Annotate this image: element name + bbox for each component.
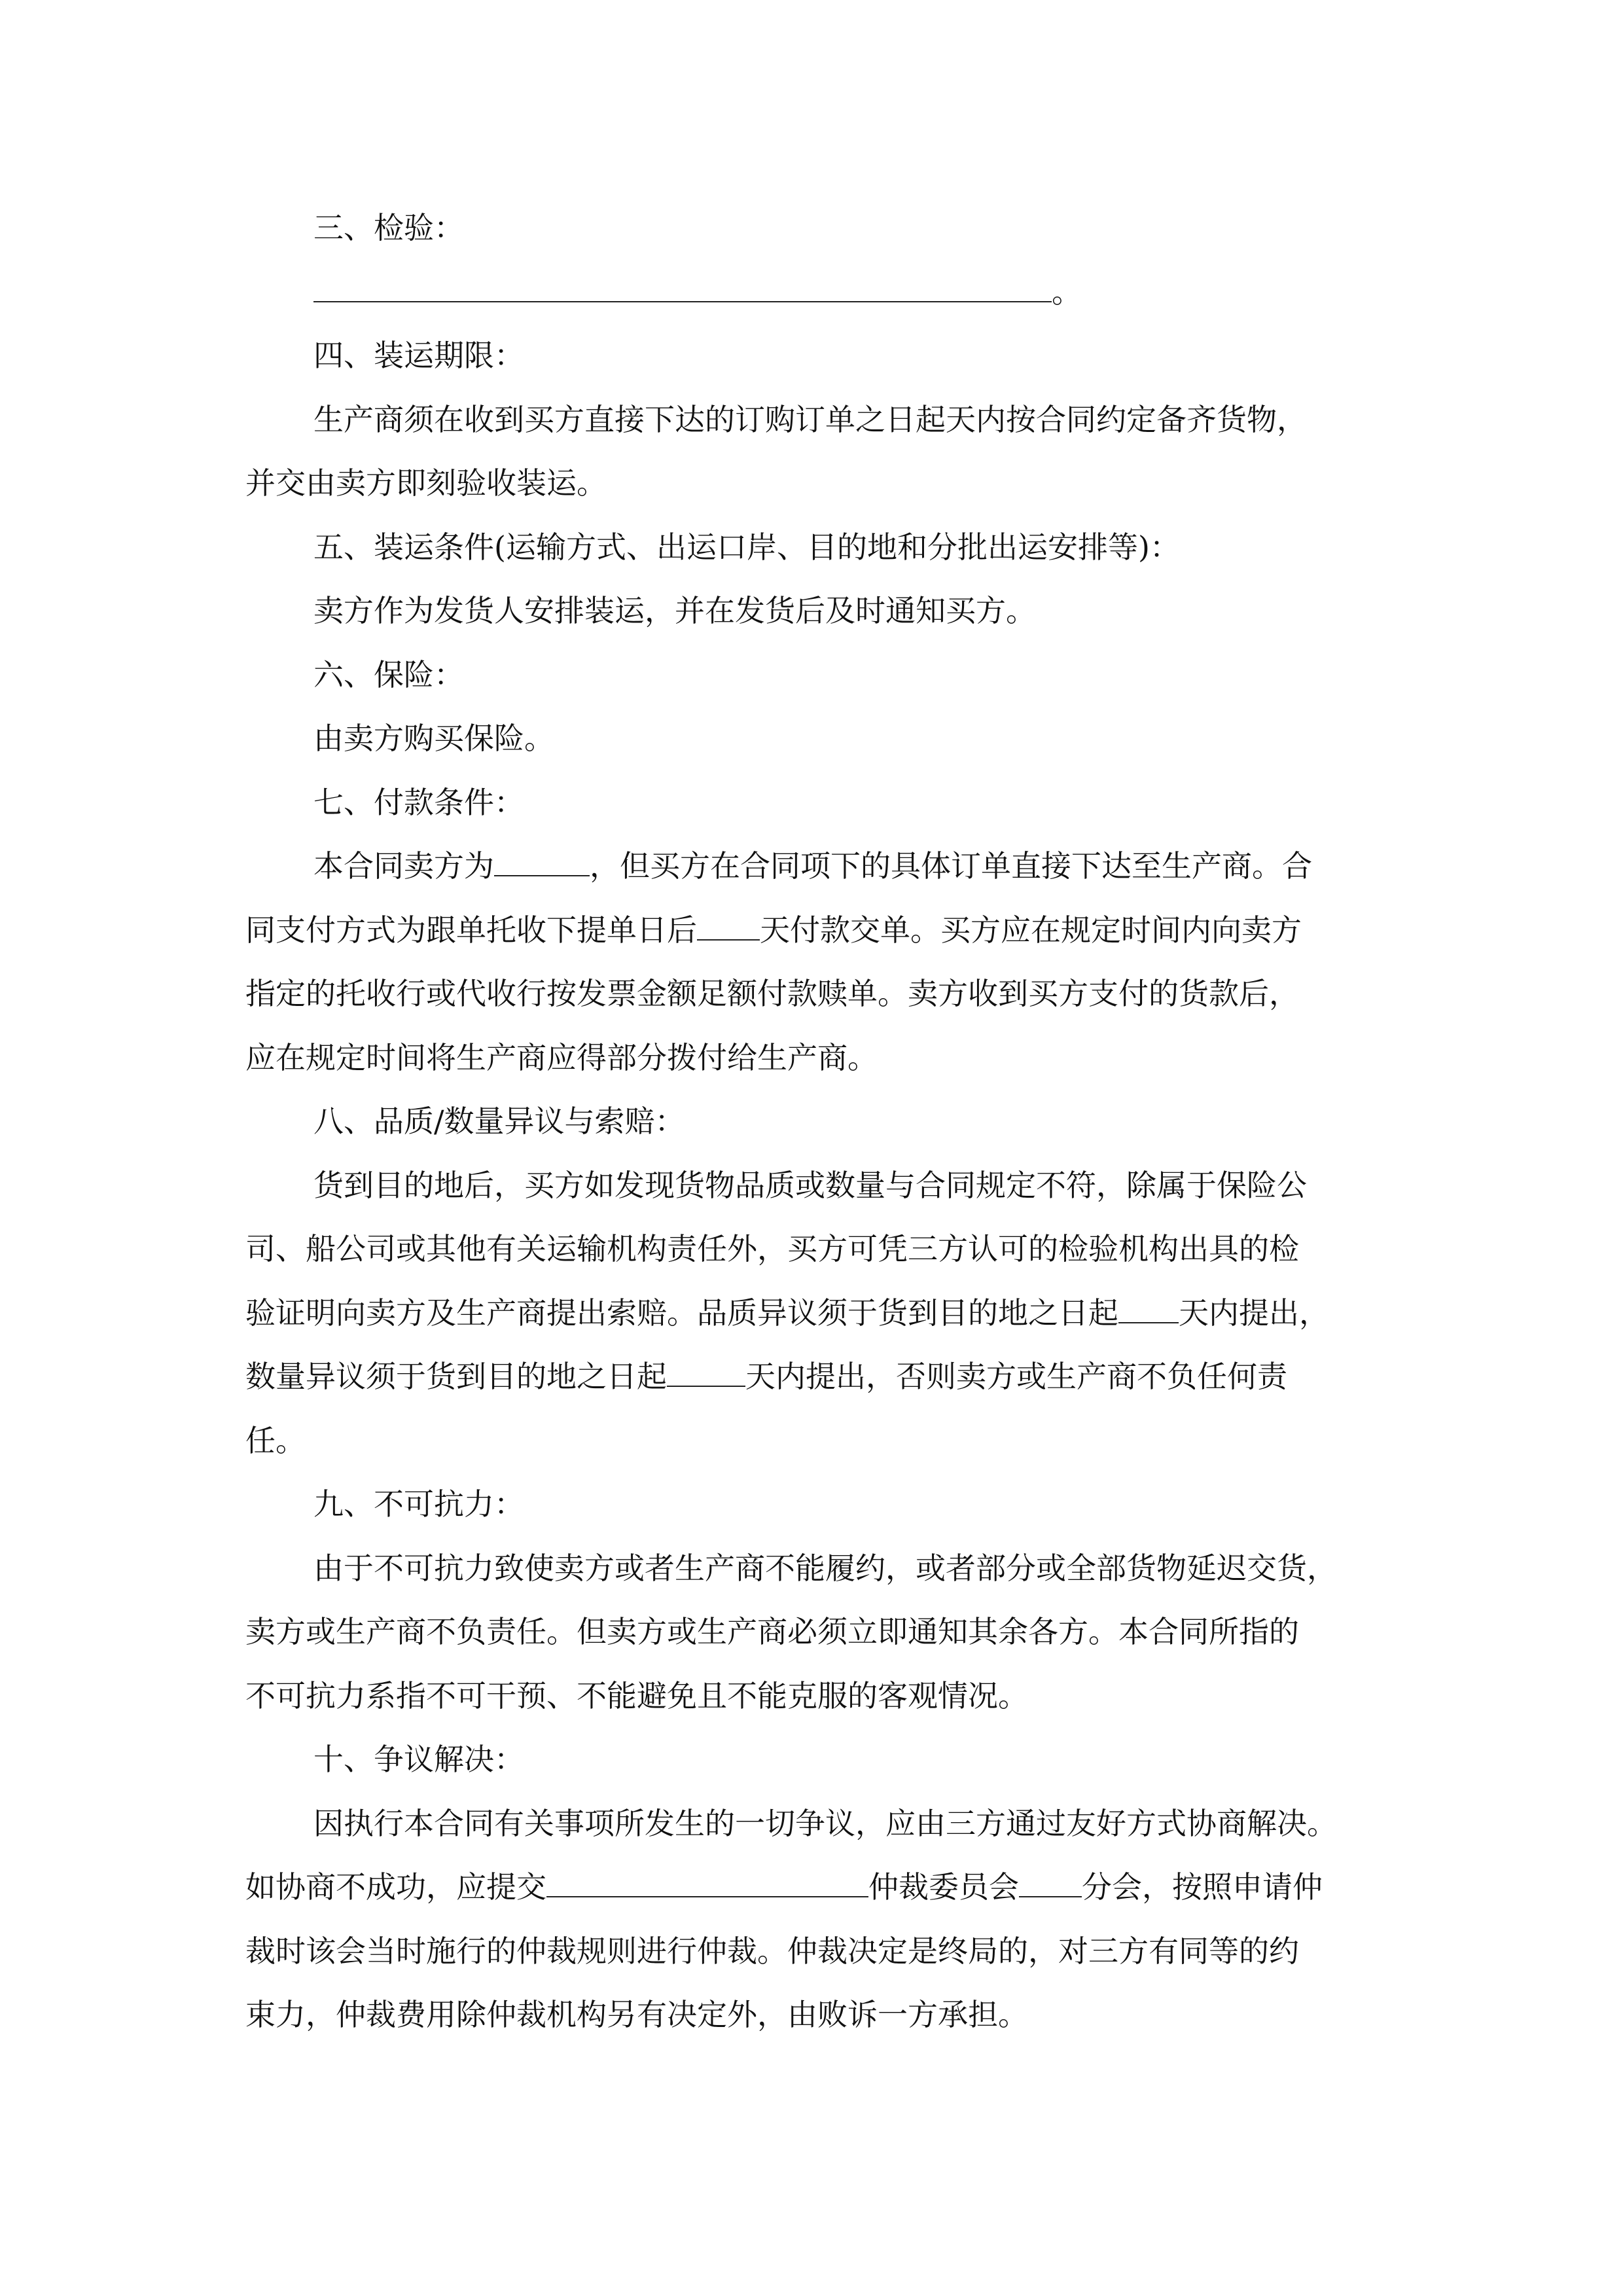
payment-days-blank [697, 906, 760, 941]
section-7-heading: 七、付款条件： [313, 784, 524, 820]
sub-commission-blank [1019, 1863, 1082, 1897]
section-9-text: 不可抗力系指不可干预、不能避免且不能克服的客观情况。 [245, 1677, 1028, 1713]
section-4-text: 生产商须在收到买方直接下达的订购订单之日起天内按合同约定备齐货物， [313, 401, 1307, 437]
section-9-heading: 九、不可抗力： [313, 1486, 524, 1522]
inspection-fill-line: 。 [245, 260, 1381, 325]
section-10-text: 裁时该会当时施行的仲裁规则进行仲裁。仲裁决定是终局的，对三方有同等的约 [245, 1933, 1299, 1969]
quantity-days-blank [667, 1353, 745, 1387]
section-8-text: 数量异议须于货到目的地之日起 天内提出，否则卖方或生产商不负任何责 [245, 1345, 1381, 1409]
section-5-text: 卖方作为发货人安排装运，并在发货后及时通知买方。 [313, 593, 1036, 628]
section-3-heading: 三、检验： [313, 210, 464, 245]
quality-days-blank [1118, 1289, 1179, 1323]
section-9-text: 卖方或生产商不负责任。但卖方或生产商必须立即通知其余各方。本合同所指的 [245, 1614, 1299, 1649]
section-4-text: 并交由卖方即刻验收装运。 [245, 465, 607, 501]
section-8-text: 验证明向卖方及生产商提出索赔。品质异议须于货到目的地之日起 天内提出， [245, 1282, 1381, 1346]
section-4-heading: 四、装运期限： [313, 338, 524, 373]
document-body [245, 196, 1381, 2047]
arbitration-commission-blank [546, 1863, 868, 1897]
section-7-text: 同支付方式为跟单托收下提单日后 天付款交单。买方应在规定时间内向卖方 [245, 899, 1381, 963]
section-10-text: 束力，仲裁费用除仲裁机构另有决定外，由败诉一方承担。 [245, 1997, 1028, 2032]
section-7-text: 本合同卖方为 ，但买方在合同项下的具体订单直接下达至生产商。合 [245, 834, 1381, 899]
section-10-text: 如协商不成功，应提交 仲裁委员会 分会，按照申请仲 [245, 1856, 1381, 1920]
section-10-text: 因执行本合同有关事项所发生的一切争议，应由三方通过友好方式协商解决。 [313, 1805, 1337, 1841]
section-7-text: 应在规定时间将生产商应得部分拨付给生产商。 [245, 1039, 878, 1075]
section-7-text: 指定的托收行或代收行按发票金额足额付款赎单。卖方收到买方支付的货款后， [245, 976, 1299, 1011]
inspection-blank [313, 268, 1052, 302]
section-6-text: 由卖方购买保险。 [313, 721, 554, 756]
section-10-heading: 十、争议解决： [313, 1742, 524, 1777]
section-8-heading: 八、品质/数量异议与索赔： [313, 1103, 685, 1139]
seller-blank [494, 842, 590, 876]
section-9-text: 由于不可抗力致使卖方或者生产商不能履约，或者部分或全部货物延迟交货， [313, 1550, 1337, 1586]
section-5-heading: 五、装运条件(运输方式、出运口岸、目的地和分批出运安排等)： [313, 529, 1180, 565]
section-8-text: 任。 [245, 1422, 306, 1458]
section-8-text: 货到目的地后，买方如发现货物品质或数量与合同规定不符，除属于保险公 [313, 1167, 1307, 1203]
section-8-text: 司、船公司或其他有关运输机构责任外，买方可凭三方认可的检验机构出具的检 [245, 1231, 1299, 1266]
section-6-heading: 六、保险： [313, 656, 464, 692]
